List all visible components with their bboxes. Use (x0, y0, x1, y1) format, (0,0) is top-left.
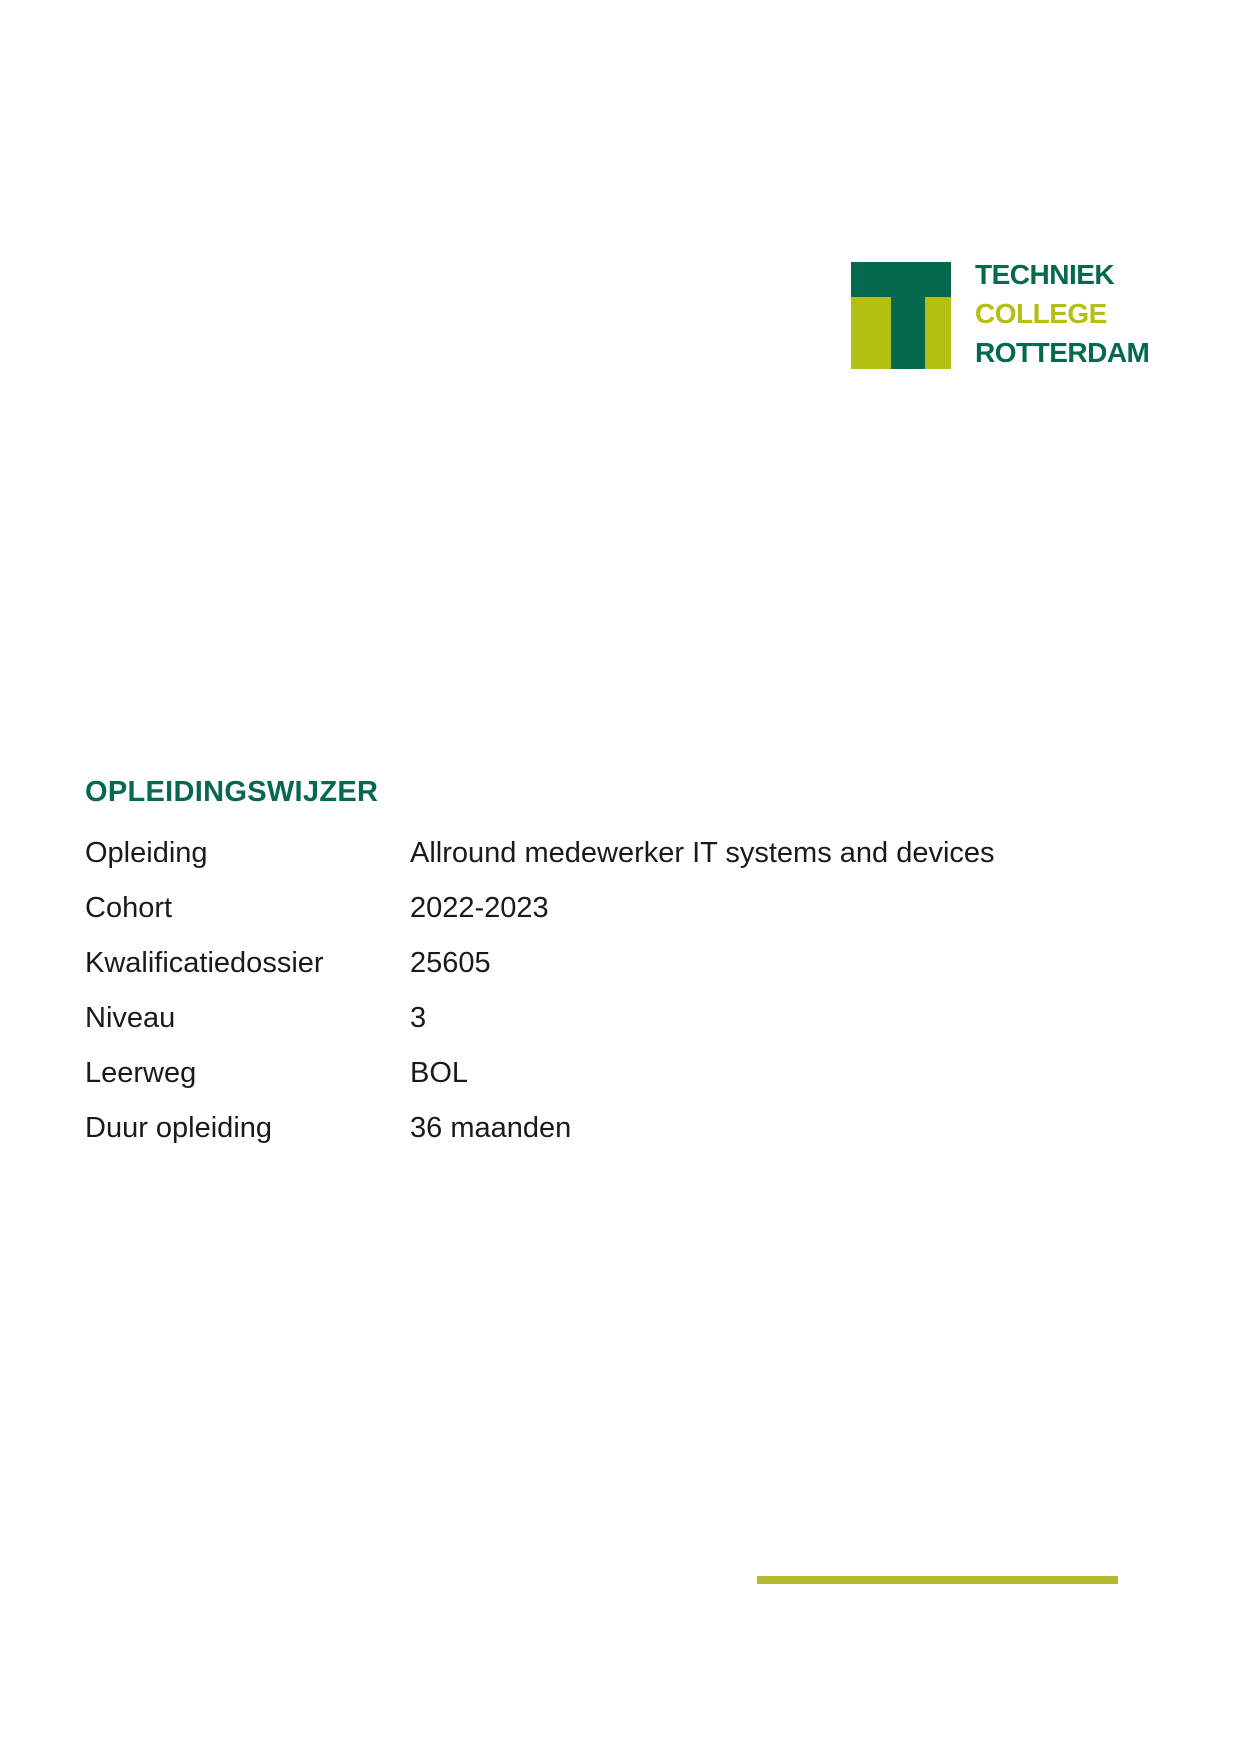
row-value: 2022-2023 (410, 892, 549, 924)
row-value: 36 maanden (410, 1112, 572, 1144)
row-label: Niveau (85, 1002, 176, 1034)
tcr-t-logo-icon (851, 262, 951, 369)
logo-wordmark-line2: COLLEGE (975, 298, 1107, 329)
logo-wordmark-line1: TECHNIEK (975, 259, 1115, 290)
row-value: BOL (410, 1057, 469, 1089)
logo-t-crossbar (851, 262, 951, 297)
row-value: 3 (410, 1002, 427, 1034)
row-label: Leerweg (85, 1057, 197, 1089)
logo-lime-left-block (851, 297, 891, 369)
page-title: OPLEIDINGSWIJZER (85, 776, 379, 808)
table-row (85, 826, 1085, 881)
row-value: Allround medewerker IT systems and devices (410, 837, 995, 869)
row-value: 25605 (410, 947, 491, 979)
row-label: Kwalificatiedossier (85, 947, 324, 979)
row-label: Duur opleiding (85, 1112, 273, 1144)
table-row (85, 936, 1085, 991)
techniek-college-rotterdam-logo (851, 259, 1150, 372)
row-label: Cohort (85, 892, 173, 924)
logo-wordmark (975, 255, 1149, 372)
row-label: Opleiding (85, 837, 208, 869)
table-row (85, 1046, 1085, 1101)
logo-t-bottom (851, 297, 951, 369)
footer-accent-bar (757, 1576, 1118, 1584)
logo-wordmark-line3: ROTTERDAM (975, 337, 1150, 368)
table-row (85, 991, 1085, 1046)
table-row (85, 1101, 1085, 1156)
table-row (85, 881, 1085, 936)
details-table (85, 826, 1085, 1156)
logo-lime-right-block (925, 297, 951, 369)
logo-t-stem (891, 297, 925, 369)
